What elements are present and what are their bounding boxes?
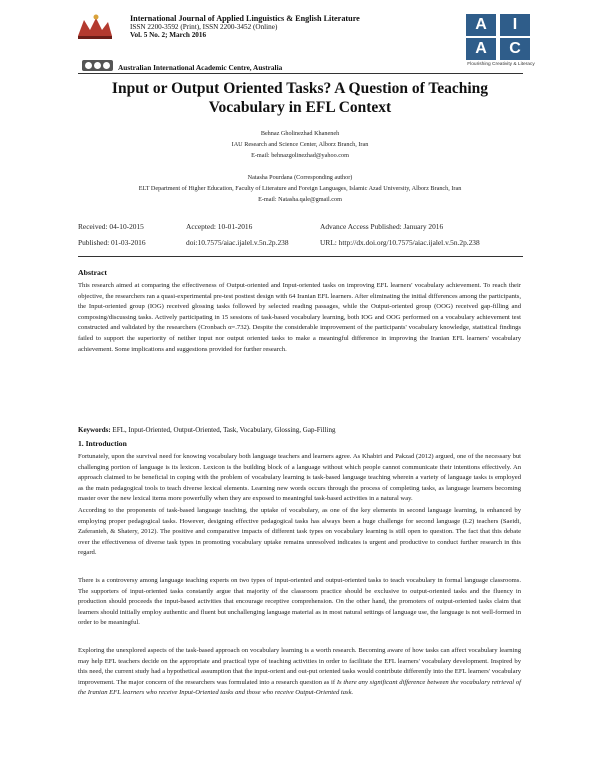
aiac-logo-letter-a2: A: [466, 38, 496, 60]
paragraph-1: Fortunately, upon the survival need for knowing vocabulary both language teachers and learners agree. As Khabiri and Pakzad (2012) argued, one of the necessary but challenging portion of language is its lexicon. Lexicon is the building block of a language without which people cannot communicate their intentions effectively. An approach claimed to be beneficial in coping with the problem of vocabulary learning is task-based language teaching wherein a variety of language tasks is employed as the main pedagogical tools to teach diverse lexical elements. Learning new words occurs through the process of completing tasks, as language learners becoming master over the new lexical items more powerfully when they are exposed to meaningful task-based activities in a natural way.: [78, 453, 521, 503]
aiac-logo-letter-a1: A: [466, 14, 496, 36]
received-date: Received: 04-10-2015: [78, 222, 144, 231]
accepted-date: Accepted: 10-01-2016: [186, 222, 253, 231]
doi-link[interactable]: doi:10.7575/aiac.ijalel.v.5n.2p.238: [186, 238, 289, 247]
aiac-logo-letter-i: I: [500, 14, 530, 36]
publisher-name: Australian International Academic Centre, Australia: [118, 63, 283, 72]
journal-name: International Journal of Applied Linguistics & English Literature: [130, 14, 360, 23]
advance-access-date: Advance Access Published: January 2016: [320, 222, 444, 231]
aiac-tagline: Flourishing Creativity & Literacy: [467, 62, 535, 67]
published-date: Published: 01-03-2016: [78, 238, 146, 247]
header-divider: [78, 73, 523, 74]
paragraph-4: [78, 646, 521, 699]
dates-divider: [78, 256, 523, 257]
author-affiliation: ELT Department of Higher Education, Faculty of Literature and Foreign Languages, Islamic Azad University, Alborz Branch, Iran: [138, 185, 462, 193]
keywords-label: Keywords:: [78, 426, 111, 434]
author-name: Behnaz Gholinezhad Khaneneh: [260, 130, 340, 137]
paragraph-4-text: Exploring the unexplored aspects of the task-based approach on vocabulary learning is a worth research. Becoming aware of how tasks can affect vocabulary learning may help EFL teachers decide on the appropriate and practical type of teaching activities in order to facilitate the EFL learners' vocabulary development. Inspired by this need, the current study had a hypothetical assumption that the input-orient and out-put oriented tasks would contribute differently into the EFL learners' vocabulary improvement. The major concern of the researchers was formulated into a research question as if: [78, 647, 521, 686]
title-line-1: Input or Output Oriented Tasks? A Question of Teaching: [111, 80, 489, 97]
author-name: Natasha Pourdana (Corresponding author): [247, 174, 353, 181]
author-email: E-mail: behnazgolinezhad@yahoo.com: [251, 152, 349, 160]
abstract-heading: Abstract: [78, 268, 108, 277]
journal-issn: ISSN 2200-3592 (Print), ISSN 2200-3452 (Online): [130, 23, 278, 31]
author-email: E-mail: Natasha.qale@gmail.com: [258, 196, 342, 204]
author-affiliation: IAU Research and Science Center, Alborz Branch, Iran: [231, 141, 369, 149]
journal-volume: Vol. 5 No. 2; March 2016: [130, 31, 207, 40]
url-link[interactable]: URL: http://dx.doi.org/10.7575/aiac.ijalel.v.5n.2p.238: [320, 238, 480, 247]
paper-title: [60, 79, 540, 117]
research-question: Is there any significant difference between the vocabulary retrieval of the Iranian EFL learners who receive Input-Oriented tasks and those who receive Output-Oriented task.: [78, 678, 521, 697]
keywords: [78, 426, 521, 434]
section-heading: 1. Introduction: [78, 439, 127, 448]
keywords-list: EFL, Input-Oriented, Output-Oriented, Task, Vocabulary, Glossing, Gap-Filling: [112, 426, 336, 434]
author-block-1: [40, 128, 560, 161]
abstract-text: This research aimed at comparing the effectiveness of Output-oriented and Input-oriented tasks on improving EFL learners' vocabulary achievement. To reach their objective, the researchers ran a quasi-experimental pre-test posttest design with 64 Iranian EFL learners. After eliminating the initial differences among the participants, the Input-oriented group (IOG) received glossing tasks followed by selected reading passages, while the Output-oriented group (OOG) received gap-filling and composing/discussing tasks. Actively participating in 15 sessions of task-based vocabulary learning, both IOG and OOG performed on a vocabulary achievement test constructed and validated by the researchers (Cronbach α=.732). Despite the considerable improvement of the participants' vocabulary knowledge, statistical findings failed to support the superiority of neither input nor output oriented tasks to make a meaningful difference in improving the Iranian EFL learners' vocabulary achievement. Some implications and suggestions provided for further research.: [78, 282, 521, 353]
paragraph-2: According to the proponents of task-based language teaching, the uptake of vocabulary, as one of the key elements in second language learning, is enhanced by employing proper pedagogical tasks. However, designing effective pedagogical tasks has always been a huge challenge for second language (L2) teachers (Saeidi, Zaferanieh, & Shatery, 2012). The positive and comparative impacts of different task types on vocabulary learning is still open to question. The fact that this debate over the effectiveness of diverse task types in promoting vocabulary uptake remains unresolved indicates is urgent and productive to conduct further research in this regard.: [78, 507, 521, 557]
journal-logo: [74, 12, 116, 42]
creative-commons-icon: [82, 60, 113, 71]
author-block-2: [40, 172, 560, 205]
title-line-2: Vocabulary in EFL Context: [208, 99, 392, 116]
paragraph-3: There is a controversy among language teaching experts on two types of input-oriented and output-oriented tasks to teach vocabulary in formal language classrooms. The supporters of input-oriented tasks constantly argue that majority of the classroom practice should be exclusive to output-oriented tasks and the fluency in production should proceeds the input-based activities that encourage receptive comprehension. On the other hand, the promoters of output-oriented tasks claim that learners should initially employ authentic and fluent but unchallenging language material as in most natural settings of language use, the language is not well-formed in order to be meaningful.: [78, 577, 521, 627]
aiac-logo-letter-c: C: [500, 38, 530, 60]
